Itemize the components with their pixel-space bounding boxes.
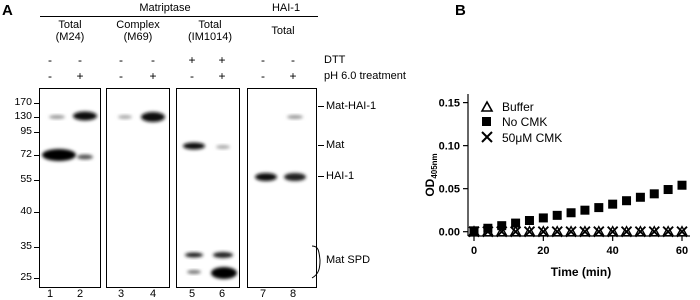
ph-sign-4: + [149,69,157,83]
point-no-cmk [567,208,576,217]
lane-number-6: 6 [218,288,226,300]
legend-item-buffer [482,100,534,114]
mw-130: 130 [14,110,32,122]
ph-sign-3: - [119,69,123,83]
point-no-cmk [580,206,589,215]
dtt-sign-8: - [291,53,295,67]
dtt-sign-1: - [48,53,52,67]
point-no-cmk [539,213,548,222]
dtt-sign-4: - [151,53,155,67]
lane-number-7: 7 [259,288,267,300]
legend-item-no-cmk [482,115,547,129]
y-tick-label: 0.00 [438,226,460,239]
point-no-cmk [525,216,534,225]
dtt-sign-5: + [188,53,196,67]
point-no-cmk [678,181,687,190]
dtt-sign-7: - [261,53,265,67]
mw-72: 72 [20,148,32,160]
ph-sign-1: - [48,69,52,83]
point-no-cmk [650,189,659,198]
point-no-cmk [636,193,645,202]
dtt-sign-3: - [119,53,123,67]
point-no-cmk [511,219,520,228]
band-label-tick [318,106,324,107]
lane-number-8: 8 [289,288,297,300]
legend-label-buffer: Buffer [502,100,534,114]
point-no-cmk [608,200,617,209]
mw-170: 170 [14,96,32,108]
col-header-3-sub: (IM1014) [187,31,233,43]
point-no-cmk [664,185,673,194]
band-mathai-lane1 [49,115,65,119]
ph-sign-5: - [190,69,194,83]
col-header-4-title: Total [271,25,295,37]
mw-25: 25 [20,271,32,283]
dtt-sign-6: + [218,53,226,67]
col-header-2-sub: (M69) [123,31,153,43]
group-hai-line [248,16,318,17]
y-tick-label: 0.05 [438,183,460,196]
band-mat-lane2 [77,155,93,160]
band-mathai-lane4 [141,112,165,122]
point-no-cmk [622,196,631,205]
ph-sign-6: + [218,69,226,83]
lane-number-5: 5 [188,288,196,300]
point-no-cmk [594,203,603,212]
band-label-tick [318,176,324,177]
y-axis-label [423,153,439,196]
x-axis-label: Time (min) [550,265,612,279]
dtt-label: DTT [324,54,346,66]
band-spd-lane5b [187,270,201,274]
band-mat-lane5 [183,143,205,150]
col-header-2-title: Complex [116,19,160,31]
band-hai1-lane7 [255,173,277,181]
legend-label-no-cmk: No CMK [502,115,548,129]
col-header-4 [248,25,318,37]
ph-label: pH 6.0 treatment [324,70,406,82]
col-header-1-title: Total [58,19,82,31]
lane-number-2: 2 [76,288,84,300]
group-hai-label: HAI-1 [271,2,301,14]
blot-panel-complex-m69 [106,88,170,288]
point-no-cmk [553,211,562,220]
band-mathai-lane8 [287,115,303,119]
band-label-hai1: HAI-1 [326,170,355,182]
blot-panel-hai1-total [247,88,317,288]
dtt-sign-2: - [78,53,82,67]
band-mathai-lane3 [118,115,132,119]
band-label-mat: Mat [326,139,345,151]
band-mathai-lane2 [73,112,97,121]
panel-b-chart [420,80,698,298]
band-hai1-lane8 [284,173,306,181]
blot-panel-total-m24 [39,88,101,288]
mat-spd-bracket [310,244,326,284]
legend [482,100,562,145]
ph-sign-8: + [289,69,297,83]
ph-sign-7: - [261,69,265,83]
band-mat-lane6 [216,145,230,149]
legend-label-50um-cmk: 50μM CMK [502,131,563,145]
lane-number-3: 3 [117,288,125,300]
x-tick-label: 0 [470,245,478,257]
lane-number-1: 1 [46,288,54,300]
mw-35: 35 [20,240,32,252]
col-header-1-sub: (M24) [55,31,85,43]
band-spd-lane5a [185,253,203,258]
col-header-3 [175,19,245,43]
band-mat-lane1 [42,149,76,161]
mw-40: 40 [20,205,32,217]
group-matriptase-line [40,16,250,17]
band-spd-lane6a [213,252,233,258]
blot-panel-total-im1014 [176,88,240,288]
mw-55: 55 [20,173,32,185]
legend-item-50um-cmk [482,131,562,145]
y-tick-label: 0.10 [438,140,460,153]
ph-sign-2: + [76,69,84,83]
x-tick-label: 40 [606,245,619,257]
col-header-1 [40,19,100,43]
triangle-icon [482,102,492,111]
square-icon [482,117,491,126]
y-axis-label-main: OD [423,178,437,197]
group-matriptase-label: Matriptase [139,2,191,14]
band-label-mat-spd: Mat SPD [326,254,371,266]
x-tick-label: 60 [675,245,689,257]
lane-number-4: 4 [149,288,157,300]
mw-95: 95 [20,125,32,137]
col-header-3-title: Total [198,19,222,31]
col-header-2 [107,19,169,43]
panel-b-letter: B [455,2,466,19]
x-icon [482,132,492,142]
x-tick-label: 20 [537,245,550,257]
band-label-tick [318,145,324,146]
y-axis-label-sub: 405nm [430,153,439,179]
panel-a-letter: A [2,2,13,19]
y-tick-label: 0.15 [438,97,460,110]
band-spd-lane6b [211,267,237,279]
band-label-mat-hai1: Mat-HAI-1 [326,100,377,112]
